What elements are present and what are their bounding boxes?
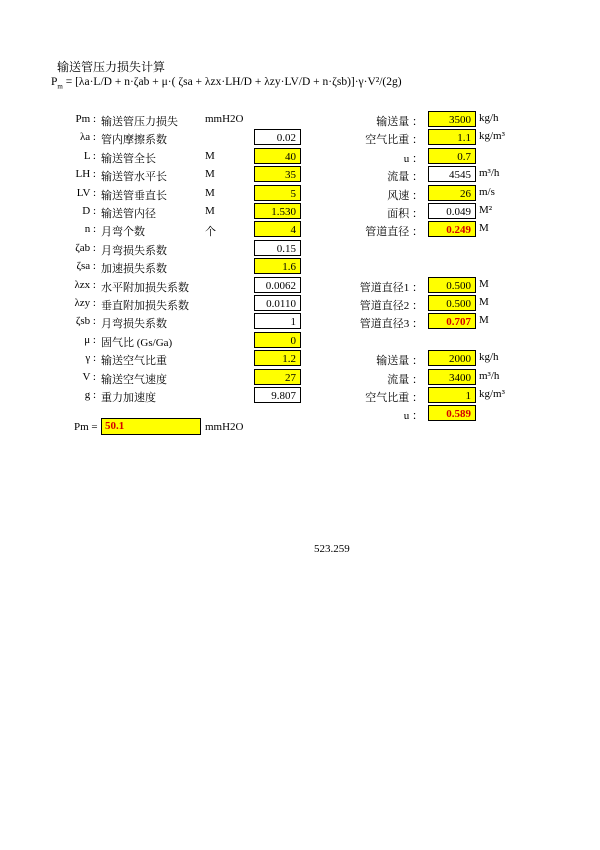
flow-param-label: u ：	[403, 152, 423, 165]
param-label: 输送管内径	[101, 208, 156, 220]
flow-param-value-cell[interactable]: 1.1	[428, 129, 476, 145]
param-value-cell[interactable]: 0	[254, 332, 301, 348]
param-symbol: ζsa :	[76, 260, 96, 273]
flow-param-unit: kg/m³	[479, 130, 505, 143]
pipe-diameter-unit: M	[479, 314, 489, 327]
param-symbol: g :	[84, 389, 96, 401]
flow-param-unit: m³/h	[479, 167, 500, 180]
flow-param-value-cell[interactable]: 26	[428, 185, 476, 201]
param-symbol: D :	[82, 205, 96, 217]
param-label: 水平附加损失系数	[101, 281, 189, 294]
param-unit: M	[205, 168, 215, 181]
flow-param2-value-cell[interactable]: 1	[428, 387, 476, 403]
param-label: 输送管垂直长	[101, 189, 167, 202]
pipe-diameter-label: 管道直径2 ：	[359, 300, 423, 312]
param-label: 月弯损失系数	[101, 244, 167, 257]
param-label: 输送管压力损失	[101, 116, 178, 128]
formula: $P_m = [\lambda a\cdot L/D + n\cdot\zeta ab + \mu\cdot$( ζsa + λzx·LH/D + λzy·LV/D + n·ζsb)]·γ·V²/(2g)	[51, 76, 402, 91]
param-label: 输送管全长	[101, 152, 156, 165]
flow-param-value-cell[interactable]: 0.7	[428, 148, 476, 164]
param-value-cell[interactable]: 1.2	[254, 350, 301, 366]
flow-param2-label: 空气比重 ：	[365, 392, 423, 404]
flow-param-label: 空气比重 ：	[365, 134, 423, 147]
param-symbol: ζsb :	[75, 315, 96, 328]
param-symbol: L :	[83, 149, 96, 162]
param-unit: M	[205, 149, 215, 162]
param-value-cell[interactable]: 0.02	[254, 129, 301, 145]
flow-param-unit: M	[479, 222, 489, 235]
flow-param-label: 管道直径 ：	[365, 226, 423, 239]
param-label: 月弯损失系数	[101, 318, 167, 331]
flow-param-label: 流量 ：	[387, 171, 423, 184]
param-value-cell[interactable]: 1	[254, 313, 301, 329]
param-label: 输送空气速度	[101, 373, 167, 386]
flow-param-unit: M²	[479, 204, 493, 216]
param-value-cell[interactable]: 9.807	[254, 387, 301, 403]
result-value[interactable]: 50.1	[101, 418, 201, 435]
param-symbol: V :	[82, 370, 96, 383]
flow-param-label: 风速 ：	[387, 189, 423, 202]
param-value-cell[interactable]: 0.0110	[254, 295, 301, 311]
flow-param-value-cell[interactable]: 3500	[428, 111, 476, 127]
flow-param2-value-cell[interactable]: 2000	[428, 350, 476, 366]
flow-param2-unit: kg/m³	[479, 388, 505, 400]
param-unit: M	[205, 205, 215, 217]
flow-param-label: 面积 ：	[387, 208, 423, 220]
param-symbol: ζab :	[75, 241, 96, 254]
param-label: 固气比 (Gs/Ga)	[101, 336, 173, 349]
result-label: Pm =	[74, 421, 98, 433]
sheet-title: 输送管压力损失计算	[57, 60, 166, 74]
flow-param2-value-cell[interactable]: 0.589	[428, 405, 476, 421]
result-unit: mmH2O	[205, 421, 244, 433]
param-label: 管内摩擦系数	[101, 134, 167, 147]
param-label: 输送空气比重	[101, 355, 167, 368]
param-value-cell[interactable]: 1.530	[254, 203, 301, 219]
flow-param2-unit: m³/h	[479, 369, 500, 382]
flow-param-unit: m/s	[479, 185, 495, 198]
param-unit: mmH2O	[205, 113, 244, 125]
param-label: 垂直附加损失系数	[101, 300, 189, 312]
flow-param2-label: 输送量 ：	[376, 355, 423, 368]
param-label: 重力加速度	[101, 392, 156, 404]
pipe-diameter-value-cell[interactable]: 0.500	[428, 295, 476, 311]
param-unit: M	[205, 186, 215, 199]
param-value-cell[interactable]: 1.6	[254, 258, 301, 274]
param-symbol: λa :	[79, 131, 96, 144]
param-value-cell[interactable]: 35	[254, 166, 301, 182]
param-value-cell[interactable]: 5	[254, 185, 301, 201]
param-value-cell[interactable]: 0.15	[254, 240, 301, 256]
pipe-diameter-value-cell[interactable]: 0.707	[428, 313, 476, 329]
param-symbol: LV :	[76, 186, 96, 199]
flow-param2-unit: kg/h	[479, 351, 499, 364]
flow-param-unit: kg/h	[479, 112, 499, 124]
param-symbol: LH :	[75, 168, 96, 181]
flow-param-value-cell[interactable]: 4545	[428, 166, 476, 182]
param-symbol: Pm :	[75, 113, 96, 125]
pipe-diameter-unit: M	[479, 277, 489, 290]
param-label: 输送管水平长	[101, 171, 167, 184]
param-symbol: λzy :	[74, 297, 96, 309]
footer-number: 523.259	[314, 543, 350, 555]
pipe-diameter-label: 管道直径3 ：	[359, 318, 423, 331]
flow-param-value-cell[interactable]: 0.049	[428, 203, 476, 219]
param-value-cell[interactable]: 0.0062	[254, 277, 301, 293]
flow-param2-label: 流量 ：	[387, 373, 423, 386]
flow-param-label: 输送量 ：	[376, 116, 423, 128]
flow-param2-value-cell[interactable]: 3400	[428, 369, 476, 385]
param-value-cell[interactable]: 27	[254, 369, 301, 385]
pipe-diameter-unit: M	[479, 296, 489, 308]
param-label: 月弯个数	[101, 226, 145, 239]
flow-param-value-cell[interactable]: 0.249	[428, 221, 476, 237]
pipe-diameter-label: 管道直径1 ：	[359, 281, 423, 294]
param-label: 加速损失系数	[101, 263, 167, 276]
param-symbol: μ :	[84, 333, 96, 346]
pipe-diameter-value-cell[interactable]: 0.500	[428, 277, 476, 293]
param-value-cell[interactable]: 40	[254, 148, 301, 164]
flow-param2-label: u ：	[403, 410, 423, 423]
formula-text: = [λa·L/D + n·ζab + μ·( ζsa + λzx·LH/D + λzy·LV/D + n·ζsb)]·γ·V²/(2g)	[65, 76, 402, 88]
param-symbol: γ :	[85, 352, 96, 365]
param-symbol: λzx :	[74, 278, 96, 291]
param-unit: 个	[205, 226, 216, 239]
param-symbol: n :	[84, 223, 96, 236]
param-value-cell[interactable]: 4	[254, 221, 301, 237]
